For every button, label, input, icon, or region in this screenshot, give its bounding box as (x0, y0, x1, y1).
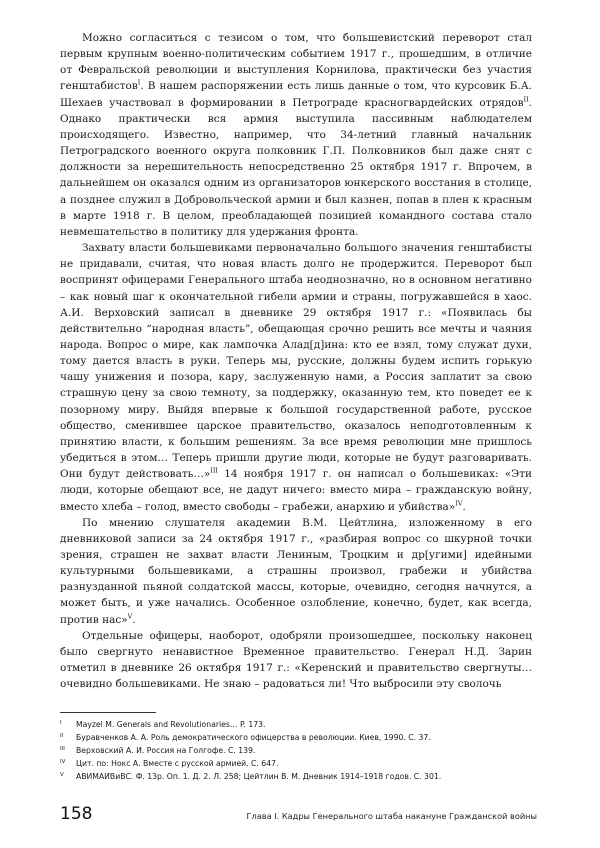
footnotes (60, 718, 540, 783)
footnote-text: АВИМАИВиВС. Ф. 13р. Оп. 1. Д. 2. Л. 258; Цейтлин В. М. Дневник 1914–1918 годов. С. 301. (76, 772, 442, 781)
text-run: Отдельные офицеры, наоборот, одобряли произошедшее, поскольку наконец было свергнуто ненавистное Временное правительство. Генерал Н.Д. Зарин отметил в дневнике 26 октября 1917 г.: «Керенский и правительство свергнуты… очевидно большевиками. Не знаю – радоваться ли! Что выбросили эту сволочь (60, 629, 532, 691)
text-run: По мнению слушателя академии В.М. Цейтлина, изложенному в его дневниковой записи за 24 октября 1917 г., «разбирая вопрос со шкурной точки зрения, страшен не захват власти Лениным, Троцким и др[угими] идейными культурными большевиками, а страшны произвол, грабежи и убийства разнузданной пьяной солдатской массы, которые, очевидно, сегодня начнутся, а может быть, и уже начались. Особенное озлобление, конечно, будет, как всегда, против нас» (60, 516, 532, 626)
footnote-reference[interactable]: II (523, 95, 529, 104)
main-text (60, 30, 532, 692)
footnote-separator (60, 712, 156, 713)
footnote-reference[interactable]: III (210, 466, 218, 475)
footnote-text: Верховский А. И. Россия на Голгофе. С. 139. (76, 746, 256, 755)
paragraph (60, 515, 532, 628)
footnote-text: Mayzel M. Generals and Revolutionaries… P. 173. (76, 720, 266, 729)
text-run: Можно согласиться с тезисом о том, что большевистский переворот стал первым крупным военно-политическим событием 1917 г., прошедшим, в отличие от Февральской революции и выступления Корнилова, практически без участия генштабистов (60, 32, 532, 93)
paragraph (60, 628, 532, 693)
footnote-mark: II (60, 733, 64, 739)
footnote-mark: III (60, 746, 65, 752)
text-run: . В нашем распоряжении есть лишь данные о том, что курсовик Б.А. Шехаев участвовал в формировании в Петрограде красногвардейских отрядов (60, 80, 532, 109)
page-number: 158 (60, 804, 93, 824)
footnote (60, 731, 540, 744)
text-run: Захвату власти большевиками первоначально большого значения генштабисты не придавали, считая, что новая власть долго не продержится. Переворот был воспринят офицерами Генерального штаба неоднозначно, но в основном негативно – как новый шаг к окончательной гибели армии и страны, погружавшейся в хаос. А.И. Верховский записал в дневнике 29 октября 1917 г.: «Появилась бы действительно “народная власть”, обещающая срочно решить все мечты и чаяния народа. Вопрос о мире, как лампочка Алад[д]ина: кто ее взял, тому служат духи, тому дается власть в руки. Теперь мы, русские, должны будем испить горькую чашу унижения и позора, кару, заслуженную нами, а Россия заплатит за свою страшную цену за свою темноту, за поддержку, оказанную тем, кто поведет ее к позорному миру. Выйдя впервые к большой государственной работе, русское общество, сменившее царское правительство, оказалось неподготовленным к принятию власти, к большим решениям. За все время революции мне пришлось убедиться в этом… Теперь пришли другие люди, которые не будут разговаривать. Они будут действовать…» (60, 242, 532, 481)
text-run: . (462, 500, 466, 513)
footnote-text: Буравченков А. А. Роль демократического офицерства в революции. Киев, 1990. С. 37. (76, 733, 431, 742)
footnote-mark: IV (60, 759, 66, 765)
footnote-reference[interactable]: I (137, 78, 141, 87)
footnote (60, 770, 540, 783)
paragraph (60, 30, 532, 240)
text-run: . Однако практически вся армия выступила пассивным наблюдателем происходящего. Известно, например, что 34-летний главный начальник Петроградского военного округа полковник Г.П. Полковников был даже снят с должности за нерешительность непосредственно 25 октября 1917 г. Впрочем, в дальнейшем он оказался одним из организаторов юнкерского восстания в столице, а позднее служил в Добровольческой армии и был казнен, попав в плен к красным в марте 1918 г. В целом, преобладающей позицией командного состава стало невмешательство в политику для удержания фронта. (60, 96, 532, 238)
footnote-reference[interactable]: IV (455, 499, 463, 508)
footnote-mark: V (60, 772, 64, 778)
footnote (60, 744, 540, 757)
footnote-text: Цит. по: Нокс А. Вместе с русской армией. С. 647. (76, 759, 279, 768)
footnote (60, 757, 540, 770)
paragraph (60, 240, 532, 515)
footnote-mark: I (60, 720, 62, 726)
footnote-reference[interactable]: V (127, 612, 133, 621)
running-head: Глава I. Кадры Генерального штаба накануне Гражданской войны (246, 811, 537, 821)
footnote (60, 718, 540, 731)
text-run: 14 ноября 1917 г. он написал о большевиках: «Эти люди, которые обещают все, не дадут ничего: вместо мира – гражданскую войну, вместо хлеба – голод, вместо свободы – грабежи, анархию и убийства» (60, 468, 532, 513)
text-run: . (132, 613, 136, 626)
